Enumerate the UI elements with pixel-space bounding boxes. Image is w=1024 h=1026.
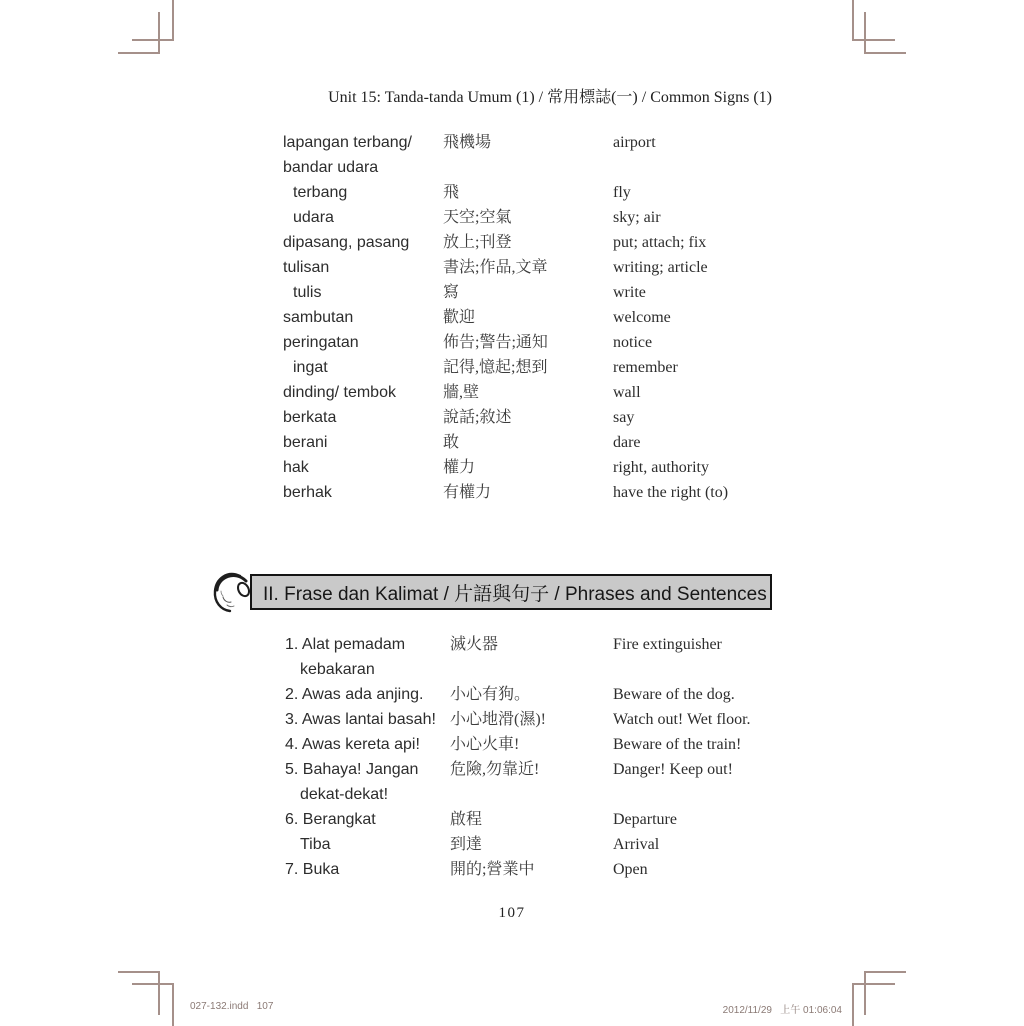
phrase-indonesian-line2: kebakaran [300,661,375,678]
vocab-row [283,180,772,205]
vocab-row [283,205,772,230]
indonesian-term: terbang [293,184,348,201]
vocab-row [283,355,772,380]
section-title: II. Frase dan Kalimat / 片語與句子 / Phrases and Sentences [263,583,767,605]
vocab-row [283,305,772,330]
english-translation: writing; article [613,259,708,276]
indonesian-term: peringatan [283,334,359,351]
phrase-indonesian: 6. Berangkat [285,811,376,828]
indonesian-term: udara [293,209,334,226]
chinese-translation: 敢 [443,434,460,451]
phrase-indonesian [285,757,450,807]
vocab-row [283,230,772,255]
english-translation: airport [613,134,656,151]
section-banner [250,574,772,610]
crop-mark-bottom-left-outer [132,983,174,1026]
indonesian-term: dipasang, pasang [283,234,410,251]
vocab-row [283,330,772,355]
phrase-indonesian: Tiba [300,836,331,853]
english-translation: notice [613,334,653,351]
phrase-row [285,757,772,807]
indonesian-term: berhak [283,484,332,501]
indonesian-term: tulis [293,284,322,301]
chinese-translation: 飛 [443,184,460,201]
chinese-translation: 書法;作品,文章 [443,259,548,276]
english-translation: welcome [613,309,671,326]
english-translation: put; attach; fix [613,234,707,251]
phrase-row [285,832,772,857]
phrase-indonesian-line1: 1. Alat pemadam [285,636,406,653]
phrases-table [285,632,772,882]
phrase-english: Arrival [613,836,660,853]
indonesian-term-line1: lapangan terbang/ [283,134,412,151]
phrase-english: Departure [613,811,677,828]
headphones-listening-icon [209,569,253,616]
chinese-translation: 說話;敘述 [443,409,512,426]
chinese-translation: 天空;空氣 [443,209,512,226]
phrase-indonesian: 4. Awas kereta api! [285,736,420,753]
crop-mark-bottom-left-inner [118,971,160,1015]
phrase-indonesian: 2. Awas ada anjing. [285,686,424,703]
indonesian-term: tulisan [283,259,330,276]
print-slug-timestamp: 2012/11/29 上午 01:06:04 [722,1005,842,1016]
indonesian-term: dinding/ tembok [283,384,396,401]
phrase-row [285,857,772,882]
vocab-row [283,380,772,405]
phrase-chinese: 小心有狗。 [450,686,531,703]
indonesian-term: berani [283,434,328,451]
english-translation: write [613,284,646,301]
indonesian-term: hak [283,459,309,476]
phrase-row [285,732,772,757]
vocab-row [283,430,772,455]
indonesian-term: sambutan [283,309,354,326]
chinese-translation: 寫 [443,284,460,301]
phrase-row [285,682,772,707]
phrase-chinese: 到達 [450,836,483,853]
phrase-row [285,707,772,732]
english-translation: fly [613,184,631,201]
chinese-translation: 歡迎 [443,309,476,326]
phrase-indonesian [285,632,450,682]
vocabulary-table [283,130,772,505]
english-translation: have the right (to) [613,484,729,501]
chinese-translation: 飛機場 [443,134,492,151]
english-translation: remember [613,359,678,376]
phrase-indonesian: 3. Awas lantai basah! [285,711,436,728]
crop-mark-bottom-right-outer [852,983,895,1026]
vocab-row [283,455,772,480]
indonesian-term: berkata [283,409,337,426]
indonesian-term: ingat [293,359,328,376]
chinese-translation: 有權力 [443,484,492,501]
vocab-row [283,480,772,505]
phrase-indonesian-line1: 5. Bahaya! Jangan [285,761,419,778]
phrase-chinese: 啟程 [450,811,483,828]
chinese-translation: 放上;刊登 [443,234,512,251]
phrase-english: Beware of the train! [613,736,742,753]
running-head: Unit 15: Tanda-tanda Umum (1) / 常用標誌(一) / Common Signs (1) [328,89,772,106]
phrase-chinese: 滅火器 [450,636,499,653]
chinese-translation: 記得,憶起;想到 [443,359,548,376]
english-translation: say [613,409,635,426]
phrase-english: Fire extinguisher [613,636,722,653]
indonesian-term-line2: bandar udara [283,159,379,176]
vocab-row [283,405,772,430]
phrase-english: Danger! Keep out! [613,761,733,778]
english-translation: sky; air [613,209,661,226]
crop-mark-top-right-inner [864,12,906,54]
english-translation: right, authority [613,459,709,476]
phrase-english: Open [613,861,648,878]
vocab-row [283,130,772,180]
phrase-indonesian-line2: dekat-dekat! [300,786,389,803]
phrase-row [285,632,772,682]
crop-mark-top-left-outer [132,0,174,41]
english-translation: dare [613,434,641,451]
vocab-row [283,255,772,280]
phrase-chinese: 小心火車! [450,736,520,753]
phrase-english: Watch out! Wet floor. [613,711,751,728]
phrase-row [285,807,772,832]
crop-mark-top-right-outer [852,0,895,41]
phrase-indonesian: 7. Buka [285,861,340,878]
vocab-row [283,280,772,305]
english-translation: wall [613,384,641,401]
phrase-chinese: 危險,勿靠近! [450,761,540,778]
crop-mark-bottom-right-inner [864,971,906,1015]
page-number: 107 [498,905,526,921]
chinese-translation: 權力 [443,459,476,476]
phrase-chinese: 小心地滑(濕)! [450,711,546,728]
phrase-chinese: 開的;營業中 [450,861,535,878]
chinese-translation: 佈告;警告;通知 [443,334,548,351]
phrase-english: Beware of the dog. [613,686,735,703]
chinese-translation: 牆,壁 [443,384,480,401]
print-slug-filename: 027-132.indd 107 [190,1001,274,1012]
indonesian-term [283,130,443,180]
crop-mark-top-left-inner [118,12,160,54]
